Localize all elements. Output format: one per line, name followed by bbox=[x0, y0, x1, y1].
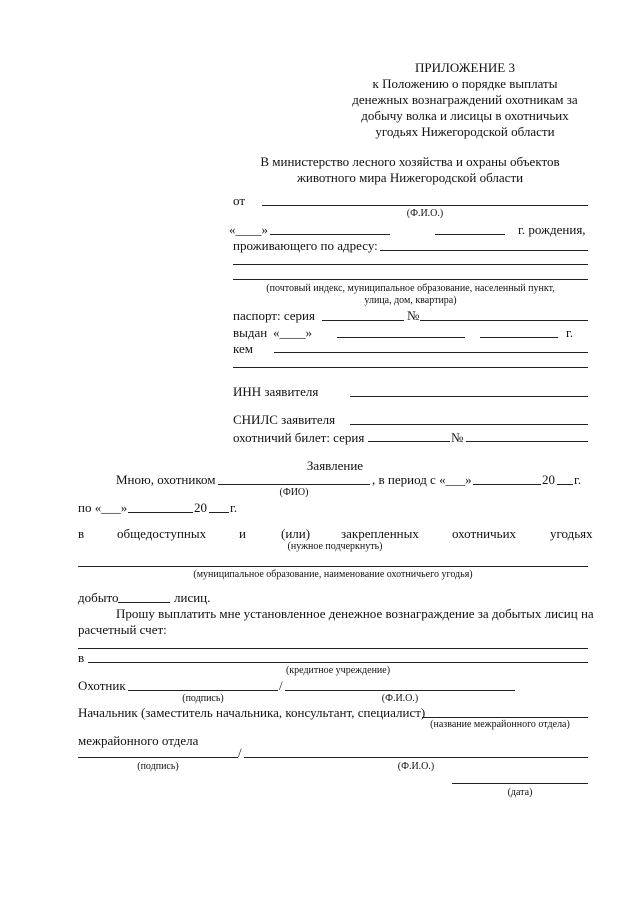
grounds-word-1: в bbox=[78, 526, 85, 541]
period-to-label: по «___» bbox=[78, 500, 128, 515]
hunter-signature-fio-caption: (Ф.И.О.) bbox=[381, 693, 419, 704]
hunter-signature-caption: (подпись) bbox=[182, 693, 224, 704]
appendix-line-1: к Положению о порядке выплаты bbox=[372, 76, 558, 91]
date-caption: (дата) bbox=[507, 787, 533, 798]
birth-month-field[interactable] bbox=[270, 234, 390, 235]
period-to-year-prefix: 20 bbox=[194, 500, 207, 515]
snils-field[interactable] bbox=[350, 424, 588, 425]
caught-count-field[interactable] bbox=[118, 602, 170, 603]
passport-number-field[interactable] bbox=[420, 320, 588, 321]
appendix-line-2: денежных вознаграждений охотникам за bbox=[352, 92, 578, 107]
passport-number-sign: № bbox=[407, 308, 420, 323]
hunting-ticket-number-field[interactable] bbox=[466, 441, 588, 442]
address-caption-2: улица, дом, квартира) bbox=[364, 295, 457, 306]
head-slash: / bbox=[238, 745, 242, 760]
head-label: Начальник (заместитель начальника, консультант, специалист) bbox=[78, 705, 426, 720]
hunting-area-caption: (муниципальное образование, наименование охотничьего угодья) bbox=[193, 569, 473, 580]
issued-date-open: «____» bbox=[273, 325, 312, 340]
address-label: проживающего по адресу: bbox=[233, 238, 378, 253]
period-from-year-suffix: г. bbox=[574, 472, 582, 487]
hunter-slash: / bbox=[279, 678, 283, 693]
caught-label: добыто bbox=[78, 590, 119, 605]
issued-month-field[interactable] bbox=[337, 337, 465, 338]
period-to-year-field[interactable] bbox=[209, 512, 229, 513]
hunter-label: Охотник bbox=[78, 678, 126, 693]
snils-label: СНИЛС заявителя bbox=[233, 412, 336, 427]
hunting-area-field[interactable] bbox=[78, 566, 588, 567]
hunter-fio-caption: (ФИО) bbox=[279, 487, 309, 498]
grounds-word-5: закрепленных bbox=[341, 526, 419, 541]
bank-name-field[interactable] bbox=[88, 662, 588, 663]
hunting-ticket-number-sign: № bbox=[451, 430, 464, 445]
period-to-month-field[interactable] bbox=[128, 512, 193, 513]
head-signature-fio-caption: (Ф.И.О.) bbox=[397, 761, 435, 772]
period-from-year-field[interactable] bbox=[557, 484, 573, 485]
address-field-1[interactable] bbox=[380, 250, 588, 251]
head-signature-fio-field[interactable] bbox=[244, 757, 588, 758]
head-signature-caption: (подпись) bbox=[137, 761, 179, 772]
appendix-line-4: угодьях Нижегородской области bbox=[375, 124, 555, 139]
issued-year-field[interactable] bbox=[480, 337, 558, 338]
passport-series-field[interactable] bbox=[322, 320, 404, 321]
fio-field[interactable] bbox=[262, 205, 588, 206]
bank-caption: (кредитное учреждение) bbox=[285, 665, 391, 676]
issued-year-suffix: г. bbox=[566, 325, 574, 340]
request-line-1: Прошу выплатить мне установленное денежное вознаграждение за добытых лисиц на bbox=[116, 606, 594, 621]
birth-year-field[interactable] bbox=[435, 234, 505, 235]
grounds-word-6: охотничьих bbox=[452, 526, 517, 541]
address-caption-1: (почтовый индекс, муниципальное образование, населенный пункт, bbox=[266, 283, 555, 294]
request-line-2: расчетный счет: bbox=[78, 622, 167, 637]
issued-by-field-2[interactable] bbox=[233, 367, 588, 368]
caught-suffix: лисиц. bbox=[174, 590, 211, 605]
inn-label: ИНН заявителя bbox=[233, 384, 319, 399]
underline-note: (нужное подчеркнуть) bbox=[287, 541, 383, 552]
period-from-month-field[interactable] bbox=[473, 484, 541, 485]
dept-caption: (название межрайонного отдела) bbox=[430, 719, 570, 730]
bank-prefix: в bbox=[78, 650, 85, 665]
hunter-fio-field[interactable] bbox=[218, 484, 370, 485]
issued-by-label: кем bbox=[233, 341, 253, 356]
hunter-signature-fio-field[interactable] bbox=[285, 690, 515, 691]
hunting-ticket-label: охотничий билет: серия bbox=[233, 430, 365, 445]
issued-by-field-1[interactable] bbox=[274, 352, 588, 353]
period-from-label: , в период с «___» bbox=[372, 472, 472, 487]
period-to-year-suffix: г. bbox=[230, 500, 238, 515]
hunter-signature-field[interactable] bbox=[128, 690, 278, 691]
from-label: от bbox=[233, 193, 246, 208]
address-field-3[interactable] bbox=[233, 279, 588, 280]
issued-label: выдан bbox=[233, 325, 268, 340]
appendix-line-3: добычу волка и лисицы в охотничьих bbox=[361, 108, 569, 123]
inn-field[interactable] bbox=[350, 396, 588, 397]
grounds-word-4: (или) bbox=[281, 526, 311, 541]
address-field-2[interactable] bbox=[233, 264, 588, 265]
bank-account-field[interactable] bbox=[78, 648, 588, 649]
statement-title: Заявление bbox=[306, 458, 364, 473]
birth-label: г. рождения, bbox=[518, 222, 586, 237]
birth-date-open: «____» bbox=[229, 222, 268, 237]
statement-intro: Мною, охотником bbox=[116, 472, 216, 487]
grounds-word-3: и bbox=[239, 526, 246, 541]
hunting-ticket-series-field[interactable] bbox=[368, 441, 450, 442]
addressee-line-1: В министерство лесного хозяйства и охраны объектов bbox=[260, 154, 560, 169]
grounds-word-7: угодьях bbox=[550, 526, 593, 541]
passport-label: паспорт: серия bbox=[233, 308, 315, 323]
appendix-title: ПРИЛОЖЕНИЕ 3 bbox=[415, 60, 515, 75]
grounds-word-2: общедоступных bbox=[117, 526, 207, 541]
dept-name-field[interactable] bbox=[422, 717, 588, 718]
fio-caption: (Ф.И.О.) bbox=[406, 208, 444, 219]
date-field[interactable] bbox=[452, 783, 588, 784]
period-from-year-prefix: 20 bbox=[542, 472, 555, 487]
dept-label: межрайонного отдела bbox=[78, 733, 199, 748]
head-signature-field[interactable] bbox=[78, 757, 238, 758]
addressee-line-2: животного мира Нижегородской области bbox=[296, 170, 524, 185]
